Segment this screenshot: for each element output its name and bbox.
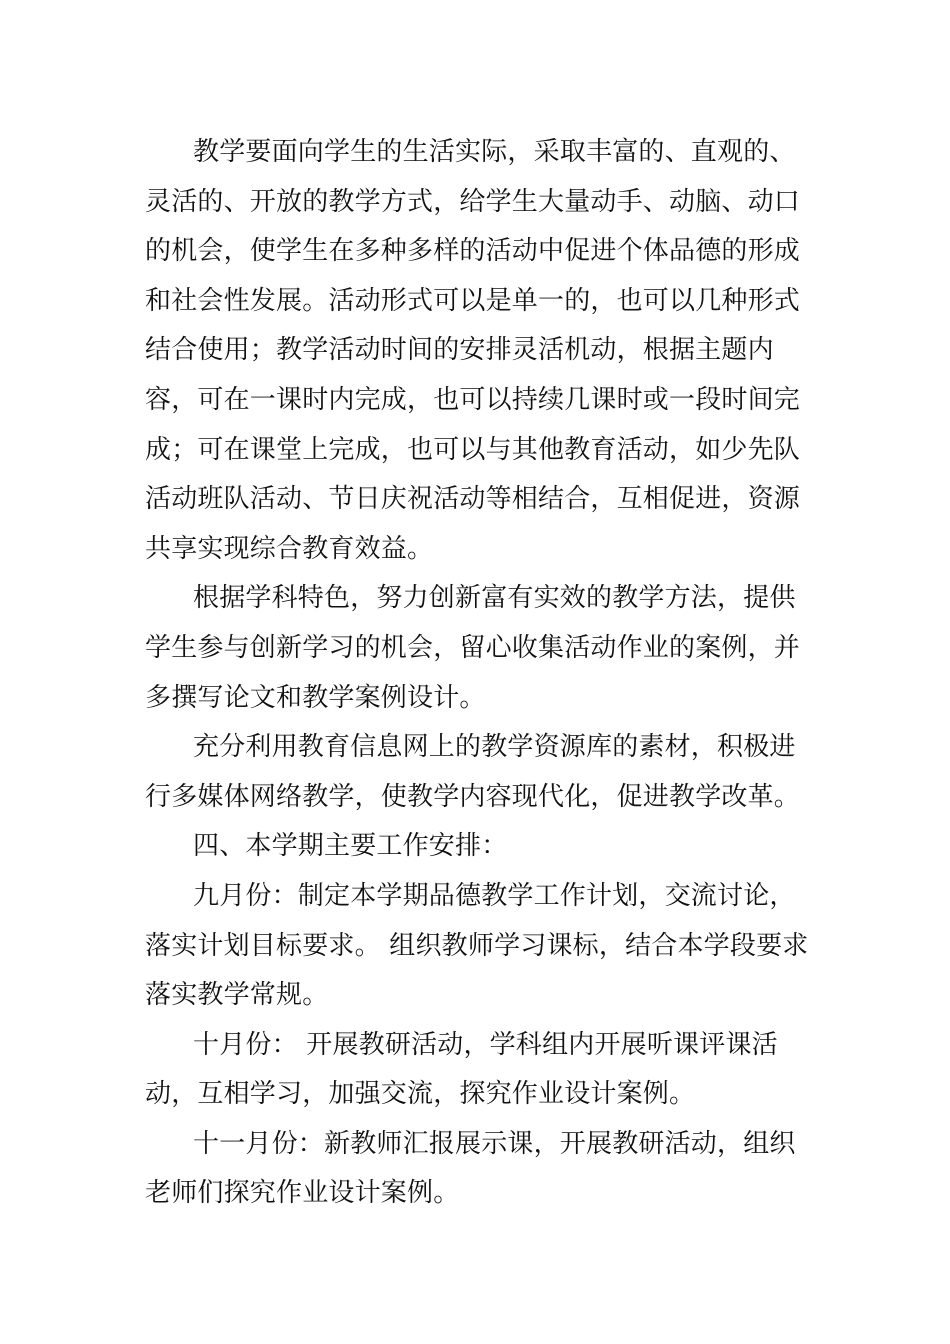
paragraph-subject-features: 根据学科特色，努力创新富有实效的教学方法，提供学生参与创新学习的机会，留心收集活动作业的案例，并多撰写论文和教学案例设计。: [145, 583, 801, 713]
paragraph-september: 九月份：制定本学期品德教学工作计划，交流讨论，落实计划目标要求。 组织教师学习课标，结合本学段要求落实教学常规。: [145, 880, 809, 1011]
paragraph-november: 十一月份：新教师汇报展示课，开展教研活动，组织老师们探究作业设计案例。: [145, 1128, 796, 1209]
section-heading-work-schedule: 四、本学期主要工作安排：: [193, 831, 508, 862]
paragraph-resource-usage: 充分利用教育信息网上的教学资源库的素材，积极进行多媒体网络教学，使教学内容现代化，促进教学改革。: [145, 732, 801, 812]
document-body: [145, 128, 815, 1219]
paragraph-teaching-methods: 教学要面向学生的生活实际，采取丰富的、直观的、灵活的、开放的教学方式，给学生大量动手、动脑、动口的机会，使学生在多种多样的活动中促进个体品德的形成和社会性发展。活动形式可以是单一的，也可以几种形式结合使用；教学活动时间的安排灵活机动，根据主题内容，可在一课时内完成，也可以持续几课时或一段时间完成；可在课堂上完成，也可以与其他教育活动，如少先队活动班队活动、节日庆祝活动等相结合，互相促进，资源共享实现综合教育效益。: [145, 137, 801, 564]
paragraph-october: 十月份： 开展教研活动，学科组内开展听课评课活动，互相学习，加强交流，探究作业设计案例。: [145, 1029, 778, 1110]
